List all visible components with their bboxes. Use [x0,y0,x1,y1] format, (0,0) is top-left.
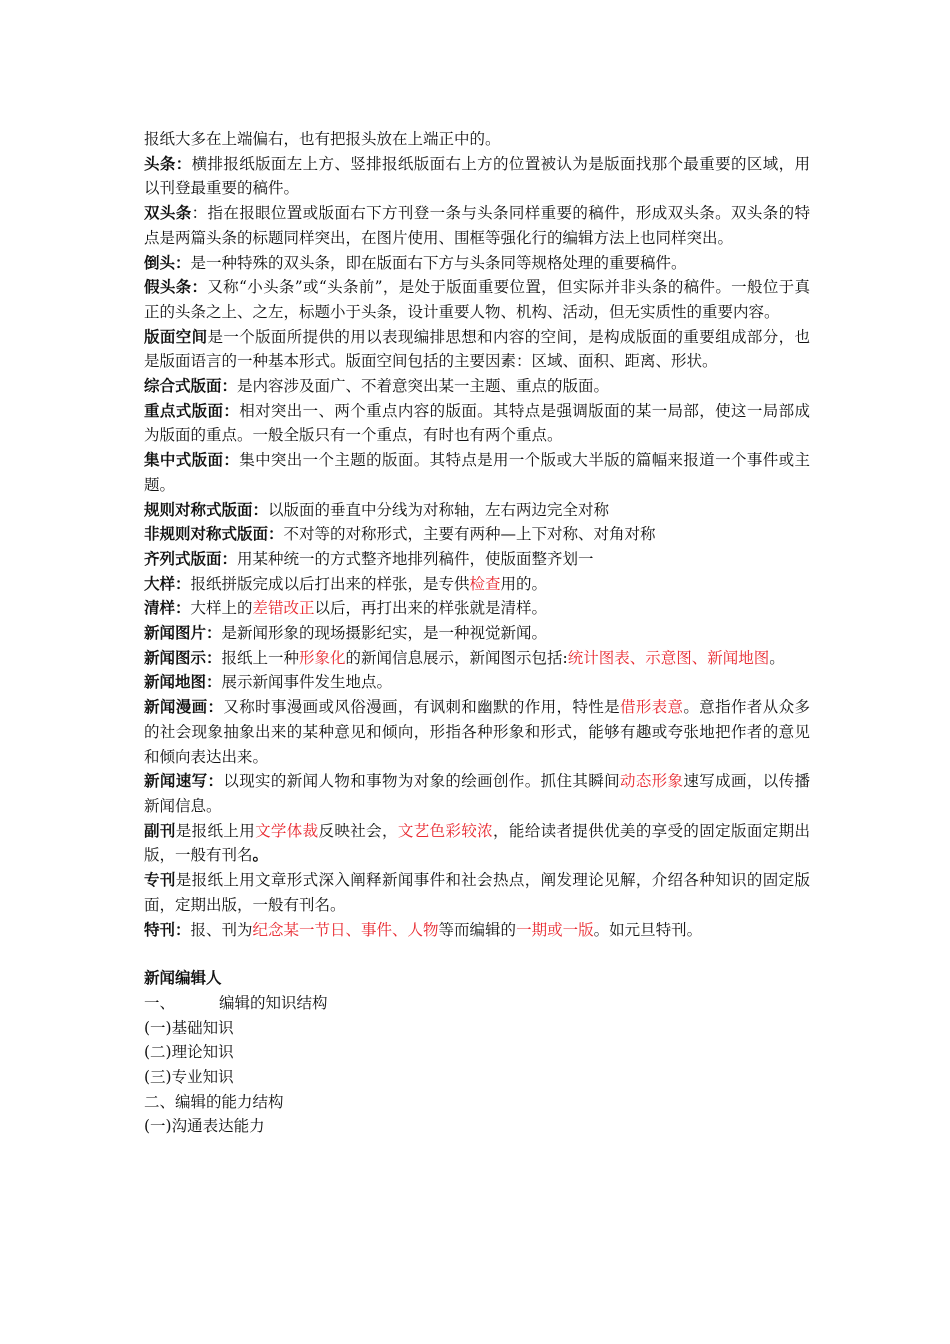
paragraph-intro [144,127,810,152]
document-page [144,127,810,1139]
section-heading: 新闻编辑人 [144,969,222,988]
highlighted-text: 检查 [469,574,501,593]
body-text: 相对突出一、两个重点内容的版面。其特点是强调版面的某一局部，使这一局部成为版面的重点。一般全版只有一个重点，有时也有两个重点。 [144,401,810,445]
highlighted-text: 文学体裁 [255,821,319,840]
highlighted-text: 借形表意 [619,698,684,717]
body-text: 以现实的新闻人物和事物为对象的绘画创作。抓住其瞬间 [223,772,620,791]
paragraph-zhongdian [144,399,810,448]
outline-item [144,1040,810,1065]
term-label: 规则对称式版面： [144,500,269,519]
paragraph-feiguize [144,522,810,547]
body-text: 是一个版面所提供的用以表现编排思想和内容的空间，是构成版面的重要组成部分，也是版面语言的一种基本形式。版面空间包括的主要因素：区域、面积、距离、形状。 [144,327,810,371]
body-text: 报纸拼版完成以后打出来的样张，是专供 [190,574,470,593]
term-label: 综合式版面： [144,377,238,396]
paragraph-qingyang [144,596,810,621]
term-label: 头条： [144,154,192,173]
paragraph-jizhong [144,448,810,497]
body-text: 反映社会， [318,821,398,840]
body-text: 不对等的对称形式，主要有两种—上下对称、对角对称 [283,525,656,544]
glossary-paragraphs [144,127,810,942]
body-text: 用某种统一的方式整齐地排列稿件，使版面整齐划一 [237,549,594,568]
body-text: 以版面的垂直中分线为对称轴，左右两边完全对称 [268,500,610,519]
term-label: 新闻地图： [144,673,222,692]
term-label: 特刊： [144,920,191,939]
paragraph-zhuankan [144,868,810,917]
highlighted-text: 文艺色彩较浓 [397,821,494,840]
outline-item [144,1065,810,1090]
outline-text: (一)沟通表达能力 [144,1117,265,1136]
term-label: 版面空间 [144,327,208,346]
body-text: 横排报纸版面左上方、竖排报纸版面右上方的位置被认为是版面找那个最重要的区域，用以刊登最重要的稿件。 [144,154,810,198]
body-text: 。 [769,648,785,667]
body-text: 。如元旦特刊。 [593,920,703,939]
highlighted-text: 一期或一版 [516,920,594,939]
body-text: 等而编辑的 [438,920,517,939]
section-outline [144,991,810,1139]
body-text: 是一种特殊的双头条，即在版面右下方与头条同等规格处理的重要稿件。 [190,253,687,272]
paragraph-jiatoutiao [144,275,810,324]
outline-text: (一)基础知识 [144,1018,234,1037]
outline-item [144,1114,810,1139]
term-label: 清样： [144,599,191,618]
term-label: 大样： [144,574,191,593]
highlighted-text: 差错改正 [252,599,315,618]
body-text: 又称时事漫画或风俗漫画，有讽刺和幽默的作用，特性是 [223,698,620,717]
paragraph-zonghe [144,374,810,399]
body-text: 用的。 [500,574,548,593]
body-text: 是报纸上用 [175,821,256,840]
highlighted-text: 统计图表、示意图、新闻地图 [567,648,770,667]
paragraph-xinwenmanhua [144,695,810,769]
outline-text: (二)理论知识 [144,1043,234,1062]
body-text: 报、刊为 [190,920,253,939]
term-label: 副刊 [144,821,176,840]
paragraph-xinwentupian [144,621,810,646]
term-label: 新闻速写： [144,772,224,791]
body-text: 以后，再打出来的样张就是清样。 [314,599,548,618]
outline-text: (三)专业知识 [144,1068,234,1087]
term-label: 新闻图片： [144,624,222,643]
term-label: 齐列式版面： [144,549,238,568]
body-text: 的新闻信息展示，新闻图示包括: [345,648,568,667]
body-text: 报纸大多在上端偏右，也有把报头放在上端正中的。 [144,130,501,148]
body-text: ：指在报眼位置或版面右下方刊登一条与头条同样重要的稿件，形成双头条。双头条的特点是两篇头条的标题同样突出，在图片使用、围框等强化行的编辑方法上也同样突出。 [144,204,810,247]
paragraph-xinwensuxie [144,769,810,818]
term-label: 新闻图示： [144,648,222,667]
term-label: 假头条： [144,278,208,297]
term-label: 集中式版面： [144,451,240,470]
paragraph-banmiankongjian [144,325,810,374]
highlighted-text: 纪念某一节日、事件、人物 [252,920,439,939]
outline-text: 编辑的知识结构 [219,993,328,1012]
paragraph-daotou [144,251,810,276]
term-label: 重点式版面： [144,401,240,420]
body-text: 集中突出一个主题的版面。其特点是用一个版或大半版的篇幅来报道一个事件或主题。 [144,451,810,494]
paragraph-qilie [144,547,810,572]
body-text: 速写成画，以传播新闻信息。 [144,772,810,815]
outline-text: 二、编辑的能力结构 [144,1092,284,1111]
paragraph-xinwenditu [144,670,810,695]
term-label: 新闻漫画： [144,698,224,717]
paragraph-guize [144,498,810,523]
paragraph-fukan [144,819,810,868]
section-gap [144,942,810,966]
paragraph-dayang [144,572,810,597]
body-text: 展示新闻事件发生地点。 [221,673,393,692]
body-text: 是新闻形象的现场摄影纪实，是一种视觉新闻。 [221,624,548,643]
highlighted-text: 动态形象 [619,772,684,791]
outline-number: 一、 [144,993,176,1012]
body-text: 。意指作者从众多的社会现象抽象出来的某种意见和倾向，形指各种形象和形式，能够有趣或夸张地把作者的意见和倾向表达出来。 [144,698,810,766]
body-text: 又称“小头条”或“头条前”，是处于版面重要位置，但实际并非头条的稿件。一般位于真正的头条之上、之左，标题小于头条，设计重要人物、机构、活动，但无实质性的重要内容。 [144,278,810,321]
body-text: ，能给读者提供优美的享受的固定版面定期出版，一般有刊名 [144,821,810,865]
term-label: 倒头： [144,253,191,272]
highlighted-text: 形象化 [299,648,346,667]
paragraph-xinwentushi [144,646,810,671]
term-label: 双头条 [144,204,192,223]
body-text: 报纸上一种 [221,648,300,667]
term-label: 专刊 [144,871,176,890]
paragraph-toutiao [144,152,810,201]
paragraph-tekan [144,918,810,943]
body-text: 大样上的 [190,599,253,618]
term-label: 非规则对称式版面： [144,525,284,544]
outline-item [144,1090,810,1115]
term-label: 。 [252,846,269,865]
outline-item [144,1016,810,1041]
paragraph-shuangtoutiao [144,201,810,250]
body-text: 是报纸上用文章形式深入阐释新闻事件和社会热点，阐发理论见解，介绍各种知识的固定版面，定期出版，一般有刊名。 [144,871,810,914]
body-text: 是内容涉及面广、不着意突出某一主题、重点的版面。 [237,377,610,396]
outline-item [144,991,810,1016]
